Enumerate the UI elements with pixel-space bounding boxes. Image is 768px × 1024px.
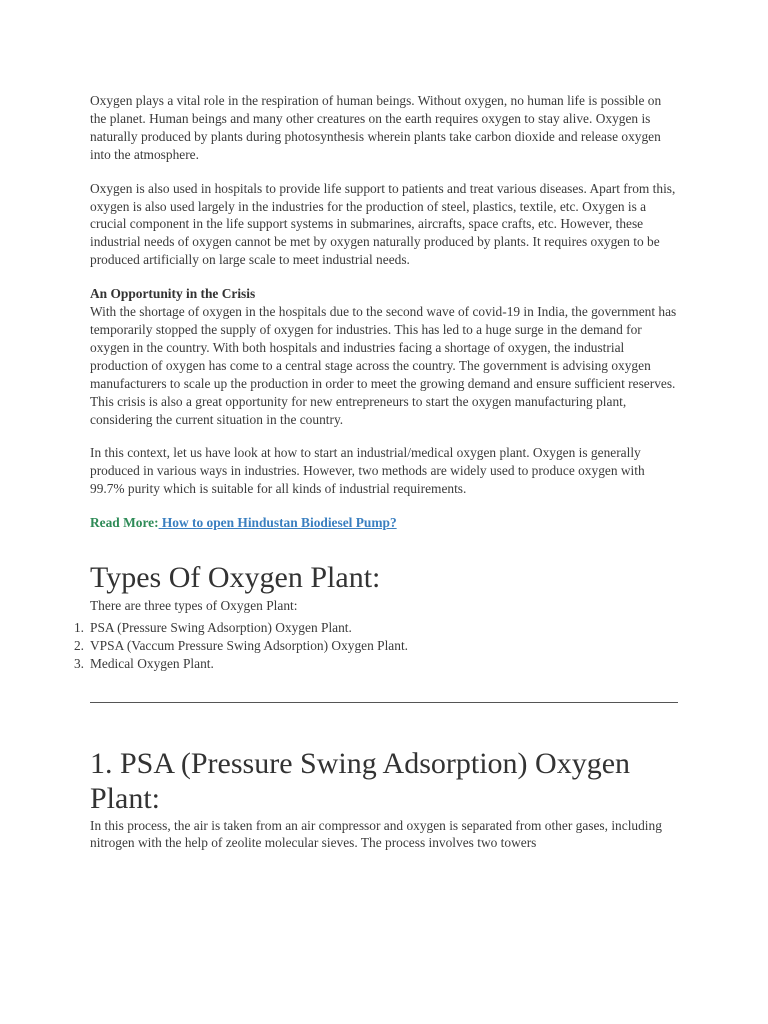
list-item-text: VPSA (Vaccum Pressure Swing Adsorption) Oxygen Plant. [90, 638, 409, 654]
list-item [73, 637, 680, 655]
types-heading: Types Of Oxygen Plant: [90, 561, 381, 595]
hospital-use-paragraph: Oxygen is also used in hospitals to provide life support to patients and treat various diseases. Apart from this, oxygen is also used largely in the industries for the production of steel, plastics, textile, etc. Oxygen is a crucial component in the life support systems in submarines, aircrafts, space crafts, etc. However, these industrial needs of oxygen cannot be met by oxygen naturally produced by plants. It requires oxygen to be produced artificially on large scale to meet industrial needs. [90, 180, 676, 268]
intro-paragraph: Oxygen plays a vital role in the respiration of human beings. Without oxygen, no human life is possible on the planet. Human beings and many other creatures on the earth requires oxygen to stay alive. Oxygen is naturally produced by plants during photosynthesis wherein plants take carbon dioxide and release oxygen into the atmosphere. [90, 93, 662, 162]
crisis-heading: An Opportunity in the Crisis [90, 286, 256, 302]
psa-paragraph: In this process, the air is taken from an air compressor and oxygen is separated from other gases, including nitrogen with the help of zeolite molecular sieves. The process involves two towers [90, 817, 662, 851]
section-divider [90, 702, 678, 703]
plant-types-list [73, 619, 680, 674]
list-item-number: 3. [73, 656, 84, 672]
list-item [73, 655, 680, 673]
read-more-label: Read More: [90, 515, 159, 531]
list-item-text: Medical Oxygen Plant. [90, 656, 214, 672]
context-paragraph: In this context, let us have look at how to start an industrial/medical oxygen plant. Oxygen is generally produced in various ways in industries. However, two methods are widely used to produce oxygen with 99.7% purity which is suitable for all kinds of industrial requirements. [90, 445, 645, 497]
list-item-number: 2. [73, 638, 84, 654]
types-intro: There are three types of Oxygen Plant: [90, 598, 298, 614]
read-more [90, 514, 680, 532]
crisis-paragraph: With the shortage of oxygen in the hospitals due to the second wave of covid-19 in India, the government has temporarily stopped the supply of oxygen for industries. This has led to a huge surge in the demand for oxygen in the country. With both hospitals and industries facing a shortage of oxygen, the industrial production of oxygen has come to a central stage across the country. The government is advising oxygen manufacturers to scale up the production in order to meet the growing demand and ensure sufficient reserves. This crisis is also a great opportunity for new entrepreneurs to start the oxygen manufacturing plant, considering the current situation in the country. [90, 304, 677, 427]
list-item-text: PSA (Pressure Swing Adsorption) Oxygen Plant. [90, 619, 352, 635]
article-body [73, 92, 680, 852]
crisis-section [90, 285, 680, 428]
list-item [73, 619, 680, 637]
read-more-link[interactable]: How to open Hindustan Biodiesel Pump? [158, 515, 397, 531]
psa-heading: 1. PSA (Pressure Swing Adsorption) Oxygen Plant: [90, 746, 631, 815]
list-item-number: 1. [73, 619, 84, 635]
